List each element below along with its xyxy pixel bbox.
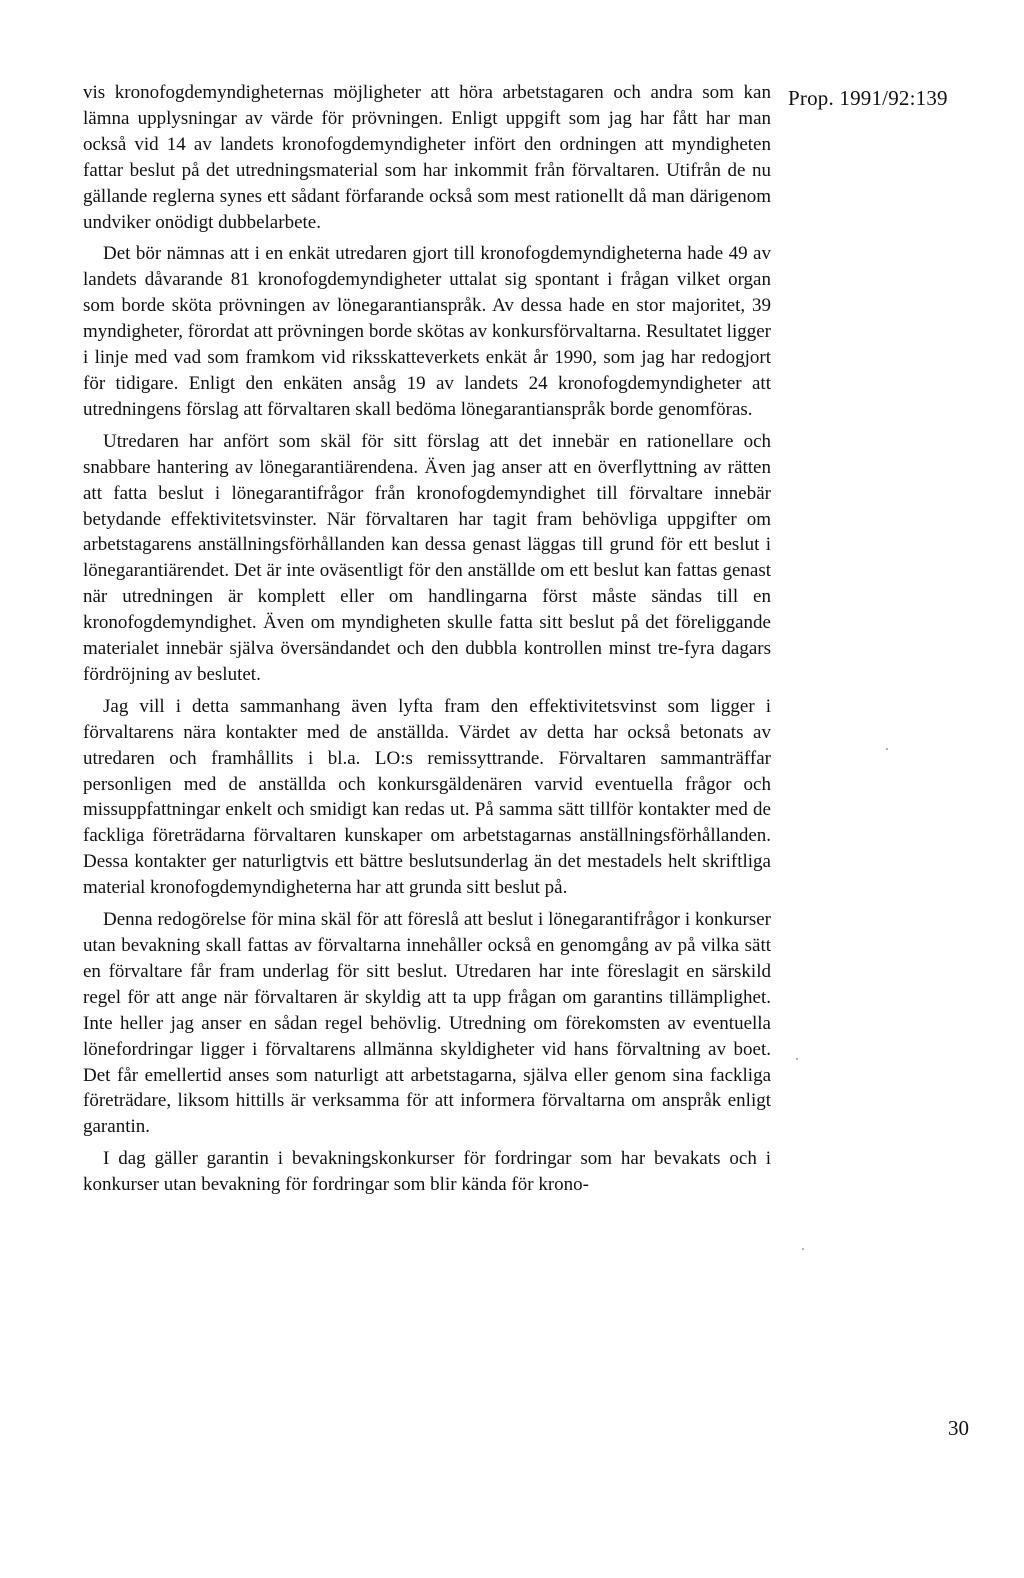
document-reference: Prop. 1991/92:139 — [788, 86, 948, 110]
scan-speck — [886, 748, 888, 750]
paragraph: Denna redogörelse för mina skäl för att föreslå att beslut i lönegarantifrågor i konkurser utan bevakning skall fattas av förvaltarna innehåller också en genomgång av på vilka sätt en förvaltare får fram underlag för sitt beslut. Utredaren har inte föreslagit en särskild regel för att ange när förvaltaren är skyldig att ta upp frågan om garantins tillämplighet. Inte heller jag anser en sådan regel behövlig. Utredning om förekomsten av eventuella lönefordringar ligger i förvaltarens allmänna skyldigheter vid hans förvaltning av boet. Det får emellertid anses som naturligt att arbetstagarna, själva eller genom sina fackliga företrädare, liksom hittills är verksamma för att informera förvaltarna om anspråk enligt garantin. — [83, 909, 771, 1138]
scan-speck — [796, 1058, 798, 1060]
scan-speck — [802, 1248, 804, 1250]
paragraph: Det bör nämnas att i en enkät utredaren gjort till kronofogdemyndigheterna hade 49 av landets dåvarande 81 kronofogdemyndigheter uttalat sig spontant i frågan vilket organ som borde sköta prövningen av lönegarantianspråk. Av dessa hade en stor majoritet, 39 myndigheter, förordat att prövningen borde skötas av konkursförvaltarna. Resultatet ligger i linje med vad som framkom vid riksskatteverkets enkät år 1990, som jag har redogjort för tidigare. Enligt den enkäten ansåg 19 av landets 24 kronofogdemyndigheter att utredningens förslag att förvaltaren skall bedöma lönegarantianspråk borde genomföras. — [83, 243, 771, 420]
body-text — [83, 80, 771, 1204]
paragraph: Jag vill i detta sammanhang även lyfta fram den effektivitetsvinst som ligger i förvaltarens nära kontakter med de anställda. Värdet av detta har också betonats av utredaren och framhållits i bl.a. LO:s remissyttrande. Förvaltaren sammanträffar personligen med de anställda och konkursgäldenären varvid eventuella frågor och missuppfattningar enkelt och smidigt kan redas ut. På samma sätt tillför kontakter med de fackliga företrädarna förvaltaren kunskaper om arbetstagarnas anställningsförhållanden. Dessa kontakter ger naturligtvis ett bättre beslutsunderlag än det mestadels helt skriftliga material kronofogdemyndigheterna har att grunda sitt beslut på. — [83, 695, 771, 899]
page-number: 30 — [948, 1416, 969, 1440]
paragraph: Utredaren har anfört som skäl för sitt förslag att det innebär en rationellare och snabbare hantering av lönegarantiärendena. Även jag anser att en överflyttning av rätten att fatta beslut i lönegarantifrågor från kronofogdemyndighet till förvaltare innebär betydande effektivitetsvinster. När förvaltaren har tagit fram behövliga uppgifter om arbetstagarens anställningsförhållanden kan dessa genast läggas till grund för ett beslut i lönegarantiärendet. Det är inte oväsentligt för den anställde om ett beslut kan fattas genast när utredningen är komplett eller om handlingarna först måste sändas till en kronofogdemyndighet. Även om myndigheten skulle fatta sitt beslut på det föreliggande materialet innebär själva översändandet och den dubbla kontrollen minst tre-fyra dagars fördröjning av beslutet. — [83, 430, 771, 685]
paragraph: I dag gäller garantin i bevakningskonkurser för fordringar som har bevakats och i konkurser utan bevakning för fordringar som blir kända för krono- — [83, 1148, 771, 1196]
paragraph: vis kronofogdemyndigheternas möjligheter att höra arbetstagaren och andra som kan lämna upplysningar av värde för prövningen. Enligt uppgift som jag har fått har man också vid 14 av landets kronofogdemyndigheter infört den ordningen att myndigheten fattar beslut på det utredningsmaterial som har inkommit från förvaltaren. Utifrån de nu gällande reglerna synes ett sådant förfarande också som mest rationellt då man därigenom undviker onödigt dubbelarbete. — [83, 82, 771, 233]
